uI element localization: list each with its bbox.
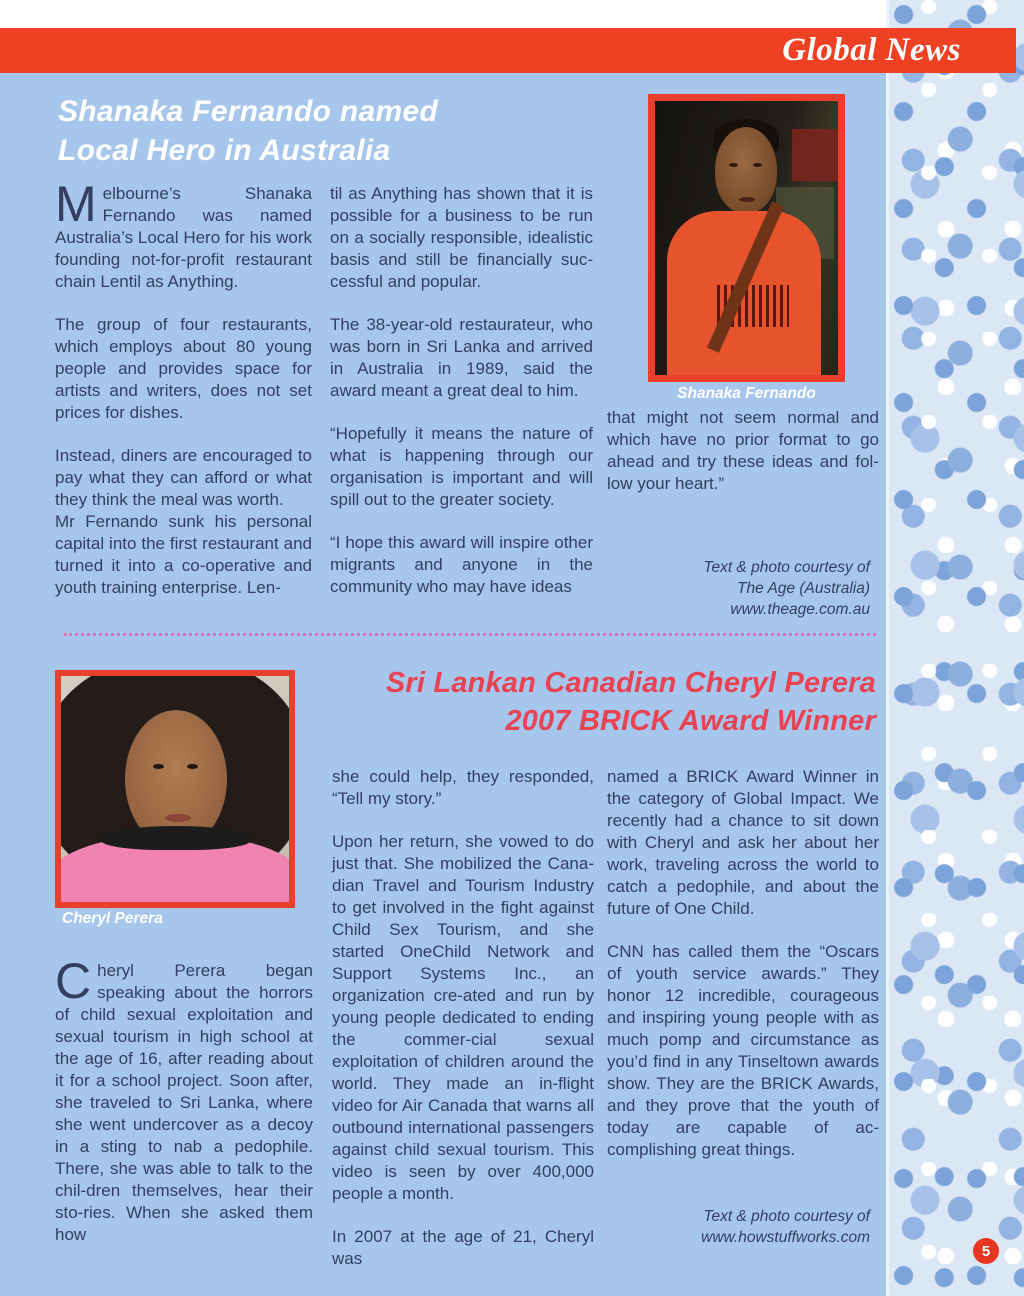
credit-line: www.theage.com.au — [730, 601, 870, 618]
article2-column1 — [55, 953, 313, 1267]
credit-line: Text & photo courtesy of — [703, 1208, 870, 1225]
article1-headline-line1: Shanaka Fernando named — [58, 95, 439, 128]
article1-headline — [58, 92, 598, 170]
article2-headline-line1: Sri Lankan Canadian Cheryl Perera — [385, 667, 876, 699]
dropcap: M — [55, 176, 97, 232]
paragraph — [55, 176, 312, 293]
article2-photo-caption: Cheryl Perera — [62, 910, 163, 927]
paragraph: CNN has called them the “Oscars of youth service awards.” They honor 12 incredible, courageous and inspiring young people with as much pomp and circumstance as you’d find in any Tinseltown awards show. They are the BRICK Awards, and they prove that the youth of today are capable of ac-complishing great things. — [607, 942, 879, 1159]
credit-line: www.howstuffworks.com — [701, 1229, 870, 1246]
dropcap: C — [55, 953, 92, 1009]
paragraph — [55, 953, 313, 1246]
paragraph-text: elbourne’s Shanaka Fernando was named Australia’s Local Hero for his work founding not-for-profit restaurant chain Lentil as Anything. — [55, 184, 312, 291]
paragraph: Mr Fernando sunk his personal capital into the first restaurant and turned it into a co-operative and youth training enterprise. Len- — [55, 512, 312, 597]
article1-column3 — [607, 407, 879, 516]
photo-background-shape — [792, 129, 838, 181]
paragraph: that might not seem normal and which have no prior format to go ahead and try these ideas and fol-low your heart.” — [607, 408, 879, 493]
photo-figure-collar — [101, 826, 251, 850]
paragraph: Instead, diners are encouraged to pay what they can afford or what they think the meal was worth. — [55, 446, 312, 509]
paragraph: she could help, they responded, “Tell my story.” — [332, 767, 594, 808]
dotted-divider — [64, 633, 876, 636]
paragraph: “Hopefully it means the nature of what is happening through our organisation is important and will spill out to the greater society. — [330, 424, 593, 509]
credit-line: Text & photo courtesy of — [703, 559, 870, 576]
lace-pattern-strip — [886, 0, 1024, 1296]
article2-headline-line2: 2007 BRICK Award Winner — [505, 705, 876, 737]
article1-photo-caption: Shanaka Fernando — [677, 385, 816, 402]
credit-line: The Age (Australia) — [737, 580, 870, 597]
photo-figure-mouth — [165, 814, 191, 822]
paragraph: named a BRICK Award Winner in the category of Global Impact. We recently had a chance to sit down with Cheryl and ask her about her work, traveling across the world to catch a pedophile, and about the future of One Child. — [607, 767, 879, 918]
article1-headline-line2: Local Hero in Australia — [58, 134, 391, 167]
article2-column2 — [332, 766, 594, 1291]
page-number-badge: 5 — [973, 1238, 999, 1264]
article1-column1 — [55, 176, 312, 620]
photo-figure-mouth — [739, 197, 755, 202]
article1-column2 — [330, 183, 593, 619]
photo-figure-eye — [753, 163, 762, 167]
paragraph: The 38-year-old restaurateur, who was born in Sri Lanka and arrived in Australia in 1989, said the award meant a great deal to him. — [330, 315, 593, 400]
article2-credit — [590, 1206, 870, 1248]
section-header-bar — [0, 28, 1016, 73]
paragraph: “I hope this award will inspire other migrants and anyone in the community who may have ideas — [330, 533, 593, 596]
article2-column3 — [607, 766, 879, 1182]
paragraph: The group of four restaurants, which employs about 80 young people and provides space for artists and writers, does not set prices for dishes. — [55, 315, 312, 422]
article1-credit — [590, 557, 870, 620]
section-title: Global News — [782, 32, 961, 68]
cheryl-perera-photo — [55, 670, 295, 908]
photo-figure-eye — [729, 163, 738, 167]
photo-figure-eye — [187, 764, 198, 769]
paragraph: In 2007 at the age of 21, Cheryl was — [332, 1227, 594, 1268]
paragraph: Upon her return, she vowed to do just that. She mobilized the Cana-dian Travel and Tourism Industry to get involved in the fight against Child Sex Tourism, and she started OneChild Network and Support Systems Inc., an organization cre-ated and run by young people dedicated to ending the commer-cial sexual exploitation of children around the world. They made an in-flight video for Air Canada that warns all outbound international passengers against child sexual tourism. This video is seen by over 400,000 people a month. — [332, 832, 594, 1203]
photo-figure-eye — [153, 764, 164, 769]
article2-headline — [300, 664, 876, 740]
shanaka-fernando-photo — [648, 94, 845, 382]
paragraph: til as Anything has shown that it is possible for a business to be run on a socially responsible, idealistic basis and still be financially suc-cessful and popular. — [330, 184, 593, 291]
paragraph-text: heryl Perera began speaking about the horrors of child sexual exploitation and sexual tourism in high school at the age of 16, after reading about it for a school project. Soon after, she traveled to Sri Lanka, where she went undercover as a decoy in a sting to nab a pedophile. There, she was able to talk to the chil-dren themselves, hear their sto-ries. When she asked them how — [55, 961, 313, 1244]
